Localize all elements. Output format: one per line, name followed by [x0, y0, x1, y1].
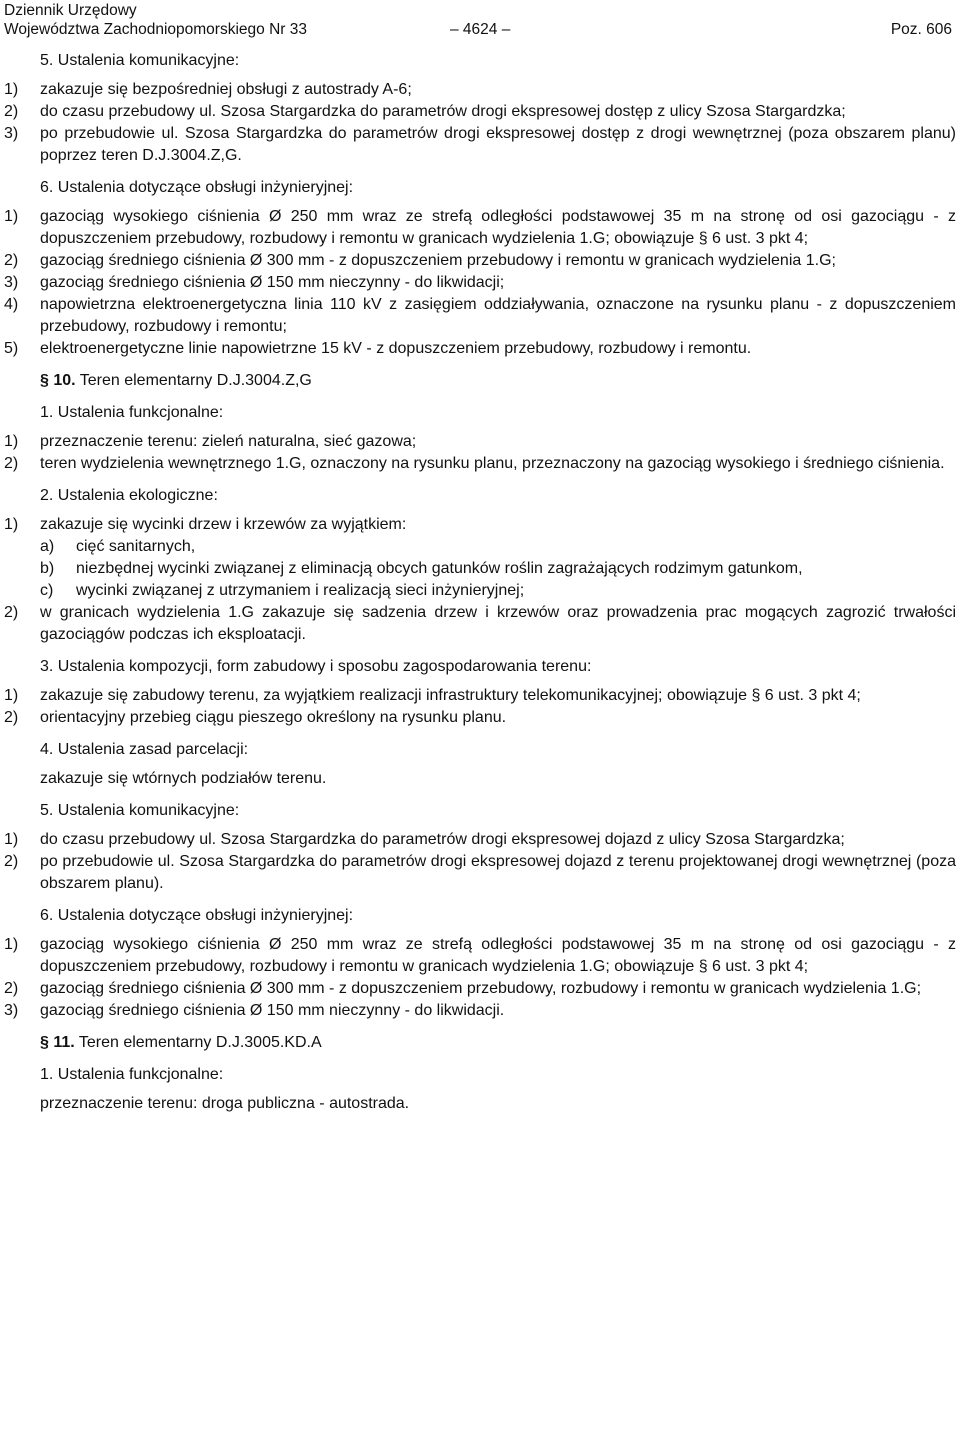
list-item [4, 123, 956, 167]
list-item-number: 1) [4, 831, 19, 848]
list-item-text: teren wydzielenia wewnętrznego 1.G, oznaczony na rysunku planu, przeznaczony na gazociąg wysokiego i średniego ciśnienia. [40, 455, 945, 472]
list-item [4, 101, 956, 123]
list-item-number: b) [40, 560, 55, 577]
list-item-text: gazociąg średniego ciśnienia Ø 300 mm - z dopuszczeniem przebudowy i remontu w granicach wydzielenia 1.G; [40, 252, 836, 269]
section-heading: 6. Ustalenia dotyczące obsługi inżynieryjnej: [40, 179, 354, 196]
section-number: § 11. [40, 1034, 75, 1051]
list-item-text: napowietrzna elektroenergetyczna linia 110 kV z zasięgiem oddziaływania, oznaczone na rysunku planu - z dopuszczeniem przebudowy, rozbudowy i remontu; [40, 296, 956, 335]
list-item [4, 514, 956, 536]
list-item-number: 3) [4, 125, 19, 142]
list-item-number: 2) [4, 604, 19, 621]
paragraph-section-title [4, 1032, 956, 1054]
section-heading: 2. Ustalenia ekologiczne: [40, 487, 218, 504]
document-body [4, 50, 956, 1115]
page-number: – 4624 – [450, 21, 511, 38]
list-item-number: 2) [4, 709, 19, 726]
list-item-text: zakazuje się zabudowy terenu, za wyjątkiem realizacji infrastruktury telekomunikacyjnej; obowiązuje § 6 ust. 3 pkt 4; [40, 687, 861, 704]
list-item-number: 1) [4, 687, 19, 704]
list-item-text: orientacyjny przebieg ciągu pieszego określony na rysunku planu. [40, 709, 507, 726]
section-title: Teren elementarny D.J.3005.KD.A [74, 1034, 322, 1051]
list-item [4, 829, 956, 851]
section-heading: 1. Ustalenia funkcjonalne: [40, 404, 224, 421]
list-item-text: zakazuje się wycinki drzew i krzewów za wyjątkiem: [40, 516, 407, 533]
list-item [4, 294, 956, 338]
list-item-number: 1) [4, 936, 19, 953]
list-item-number: 2) [4, 103, 19, 120]
list-item [4, 250, 956, 272]
paragraph: zakazuje się wtórnych podziałów terenu. [40, 770, 327, 787]
page-header [4, 0, 956, 40]
list-item-text: do czasu przebudowy ul. Szosa Stargardzka do parametrów drogi ekspresowej dojazd z ulicy Szosa Stargardzka; [40, 831, 845, 848]
list-item-number: 4) [4, 296, 19, 313]
list-item-text: gazociąg wysokiego ciśnienia Ø 250 mm wraz ze strefą odległości podstawowej 35 m na stronę od osi gazociągu - z dopuszczeniem przebudowy, rozbudowy i remontu w granicach wydzielenia 1.G; obowiązuje § 6 ust. 3 pkt 4; [40, 208, 956, 247]
list-item-number: 3) [4, 1002, 19, 1019]
list-item-number: 5) [4, 340, 19, 357]
list-item-number: c) [40, 582, 54, 599]
list-item-text: gazociąg średniego ciśnienia Ø 300 mm - z dopuszczeniem przebudowy, rozbudowy i remontu w granicach wydzielenia 1.G; [40, 980, 922, 997]
list-item-text: po przebudowie ul. Szosa Stargardzka do parametrów drogi ekspresowej dostęp z drogi wewnętrznej (poza obszarem planu) poprzez teren D.J.3004.Z,G. [40, 125, 956, 164]
list-item-number: 2) [4, 455, 19, 472]
list-item [4, 978, 956, 1000]
section-number: § 10. [40, 372, 76, 389]
list-item [4, 272, 956, 294]
journal-issue: Województwa Zachodniopomorskiego Nr 33 [4, 21, 307, 38]
section-heading: 6. Ustalenia dotyczące obsługi inżynieryjnej: [40, 907, 354, 924]
list-item-text: przeznaczenie terenu: zieleń naturalna, sieć gazowa; [40, 433, 417, 450]
list-item-text: w granicach wydzielenia 1.G zakazuje się sadzenia drzew i krzewów oraz prowadzenia prac mogących zagrozić trwałości gazociągów podczas ich eksploatacji. [40, 604, 956, 643]
list-item-number: 1) [4, 81, 19, 98]
section-title: Teren elementarny D.J.3004.Z,G [75, 372, 312, 389]
section-heading: 5. Ustalenia komunikacyjne: [40, 802, 240, 819]
list-item-text: do czasu przebudowy ul. Szosa Stargardzka do parametrów drogi ekspresowej dostęp z ulicy Szosa Stargardzka; [40, 103, 846, 120]
section-heading: 5. Ustalenia komunikacyjne: [40, 52, 240, 69]
section-heading: 1. Ustalenia funkcjonalne: [40, 1066, 224, 1083]
list-item [4, 707, 956, 729]
list-item-text: niezbędnej wycinki związanej z eliminacją obcych gatunków roślin zagrażających rodzimym gatunkom, [76, 560, 803, 577]
list-item-number: 2) [4, 853, 19, 870]
section-heading: 3. Ustalenia kompozycji, form zabudowy i sposobu zagospodarowania terenu: [40, 658, 592, 675]
list-item-text: zakazuje się bezpośredniej obsługi z autostrady A-6; [40, 81, 412, 98]
list-item [4, 685, 956, 707]
list-item [4, 453, 956, 475]
list-item-text: wycinki związanej z utrzymaniem i realizacją sieci inżynieryjnej; [76, 582, 525, 599]
list-item-number: 2) [4, 980, 19, 997]
list-item-text: gazociąg średniego ciśnienia Ø 150 mm nieczynny - do likwidacji; [40, 274, 505, 291]
paragraph-section-title [4, 370, 956, 392]
sub-list-item [4, 558, 956, 580]
list-item-number: 2) [4, 252, 19, 269]
list-item [4, 431, 956, 453]
sub-list-item [4, 580, 956, 602]
paragraph: przeznaczenie terenu: droga publiczna - autostrada. [40, 1095, 410, 1112]
list-item-text: elektroenergetyczne linie napowietrzne 15 kV - z dopuszczeniem przebudowy, rozbudowy i remontu. [40, 340, 752, 357]
list-item-number: 3) [4, 274, 19, 291]
list-item-number: 1) [4, 516, 19, 533]
section-heading: 4. Ustalenia zasad parcelacji: [40, 741, 249, 758]
list-item-text: gazociąg średniego ciśnienia Ø 150 mm nieczynny - do likwidacji. [40, 1002, 505, 1019]
position-number: Poz. 606 [890, 21, 952, 38]
list-item-text: po przebudowie ul. Szosa Stargardzka do parametrów drogi ekspresowej dojazd z terenu projektowanej drogi wewnętrznej (poza obszarem planu). [40, 853, 956, 892]
list-item-text: gazociąg wysokiego ciśnienia Ø 250 mm wraz ze strefą odległości podstawowej 35 m na stronę od osi gazociągu - z dopuszczeniem przebudowy, rozbudowy i remontu w granicach wydzielenia 1.G; obowiązuje § 6 ust. 3 pkt 4; [40, 936, 956, 975]
list-item-number: 1) [4, 433, 19, 450]
list-item [4, 338, 956, 360]
list-item [4, 79, 956, 101]
list-item [4, 934, 956, 978]
list-item [4, 602, 956, 646]
sub-list-item [4, 536, 956, 558]
list-item [4, 1000, 956, 1022]
list-item-number: 1) [4, 208, 19, 225]
journal-title: Dziennik Urzędowy [4, 2, 137, 19]
list-item-number: a) [40, 538, 55, 555]
list-item [4, 851, 956, 895]
list-item-text: cięć sanitarnych, [76, 538, 196, 555]
list-item [4, 206, 956, 250]
